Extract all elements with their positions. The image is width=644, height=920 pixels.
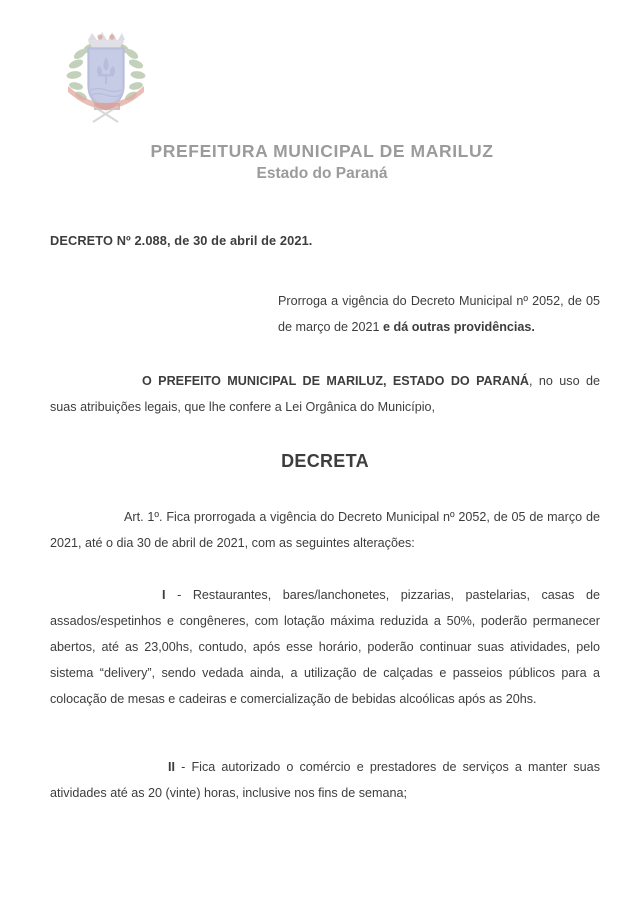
decree-summary	[278, 288, 600, 340]
item-ii	[50, 754, 600, 806]
municipal-coat-of-arms-icon	[60, 24, 152, 124]
institution-name: PREFEITURA MUNICIPAL DE MARILUZ	[150, 141, 494, 161]
decree-summary-text: Prorroga a vigência do Decreto Municipal nº 2052, de 05 de março de 2021	[278, 294, 600, 334]
item-i	[50, 582, 600, 712]
preamble-authority: O PREFEITO MUNICIPAL DE MARILUZ, ESTADO DO PARANÁ	[142, 374, 530, 388]
decree-summary-bold-tail: e dá outras providências.	[383, 320, 535, 334]
state-name: Estado do Paraná	[256, 165, 388, 182]
article-1: Art. 1º. Fica prorrogada a vigência do Decreto Municipal nº 2052, de 05 de março de 2021, até o dia 30 de abril de 2021, com as seguintes alterações:	[50, 510, 600, 550]
document-header	[0, 140, 644, 184]
decree-number: DECRETO Nº 2.088, de 30 de abril de 2021.	[50, 233, 313, 248]
item-i-text: Restaurantes, bares/lanchonetes, pizzarias, pastelarias, casas de assados/espetinhos e congêneres, com lotação máxima reduzida a 50%, poderão permanecer abertos, até as 23,00hs, contudo, após esse horário, poderão continuar suas atividades, pelo sistema “delivery”, sendo vedada ainda, a utilização de calçadas e passeios públicos para a colocação de mesas e cadeiras e comercialização de bebidas alcoólicas após as 20hs.	[50, 588, 600, 706]
decree-preamble	[50, 368, 600, 420]
item-ii-roman: II	[168, 760, 175, 774]
item-i-roman: I	[162, 588, 166, 602]
preamble-rest: , no uso de suas atribuições legais, que lhe confere a Lei Orgânica do Município,	[50, 374, 600, 414]
document-body	[50, 228, 600, 806]
item-ii-dash: -	[175, 760, 192, 774]
enactment-word: DECRETA	[281, 451, 369, 471]
item-i-dash: -	[165, 588, 193, 602]
item-ii-text: Fica autorizado o comércio e prestadores de serviços a manter suas atividades até as 20 (vinte) horas, inclusive nos fins de semana;	[50, 760, 600, 800]
